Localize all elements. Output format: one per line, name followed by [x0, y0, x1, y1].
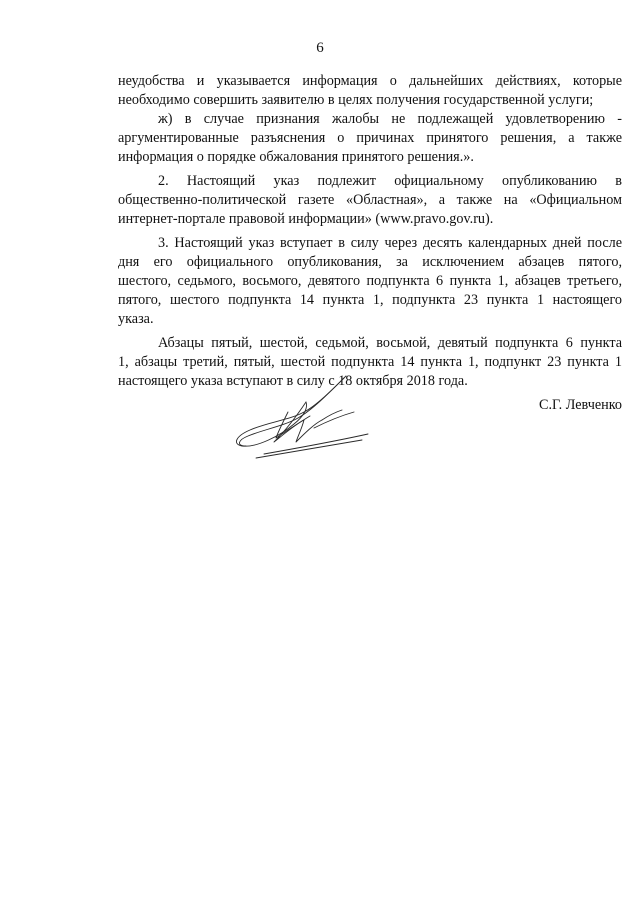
text-line: указа.: [118, 311, 154, 327]
handwritten-signature: [228, 372, 378, 462]
text-line: ж) в случае признания жалобы не подлежащей удовлетворению -: [158, 111, 622, 127]
text-line: Абзацы пятый, шестой, седьмой, восьмой, девятый подпункта 6 пункта: [158, 335, 622, 351]
page-number: 6: [316, 40, 324, 56]
text-line: общественно-политической газете «Областная», а также на «Официальном: [118, 192, 622, 208]
text-line: 1, абзацы третий, пятый, шестой подпункта 14 пункта 1, подпункт 23 пункта 1: [118, 354, 622, 370]
document-body: [118, 72, 622, 391]
text-line: настоящего указа вступают в силу с 18 октября 2018 года.: [118, 373, 468, 389]
text-line: аргументированные разъяснения о причинах принятого решения, а также: [118, 130, 622, 146]
text-line: информация о порядке обжалования принятого решения.».: [118, 149, 474, 165]
text-line: неудобства и указывается информация о дальнейших действиях, которые: [118, 73, 622, 89]
text-line: необходимо совершить заявителю в целях получения государственной услуги;: [118, 92, 594, 108]
signer-name: С.Г. Левченко: [539, 397, 622, 413]
text-line: дня его официального опубликования, за исключением абзацев пятого,: [118, 254, 622, 270]
text-line: пятого, шестого подпункта 14 пункта 1, подпункта 23 пункта 1 настоящего: [118, 292, 622, 308]
text-line: 2. Настоящий указ подлежит официальному опубликованию в: [158, 173, 622, 189]
text-line: шестого, седьмого, восьмого, девятого подпункта 6 пункта 1, абзацев третьего,: [118, 273, 622, 289]
text-line: 3. Настоящий указ вступает в силу через десять календарных дней после: [158, 235, 622, 251]
text-line: интернет-портале правовой информации» (www.pravo.gov.ru).: [118, 211, 494, 227]
